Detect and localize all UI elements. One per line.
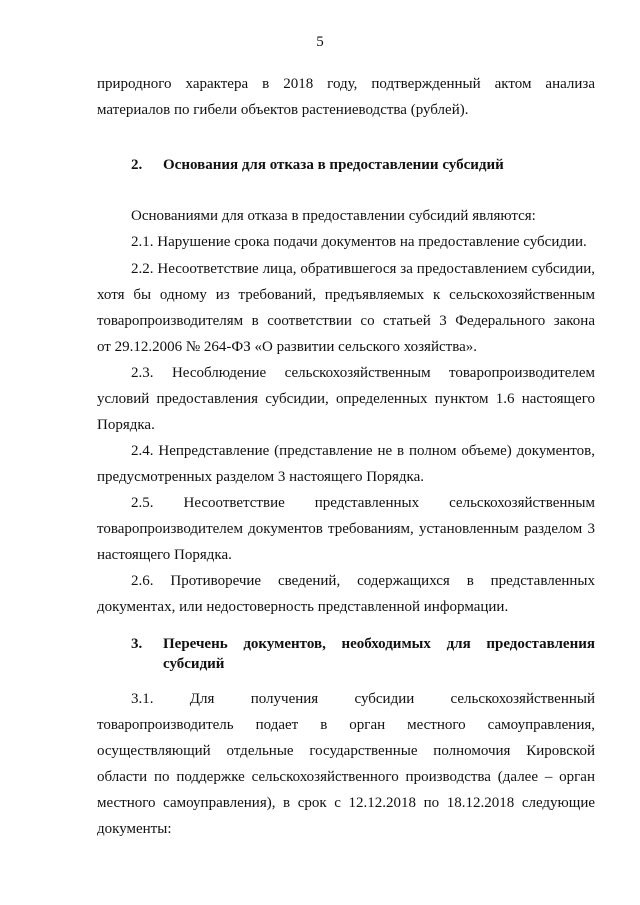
para-2-2-line-4: от 29.12.2006 № 264-ФЗ «О развитии сельского хозяйства». — [97, 339, 477, 355]
section-2-number: 2. — [131, 157, 143, 173]
section-2-lead: Основаниями для отказа в предоставлении субсидий являются: — [131, 208, 536, 224]
page-number: 5 — [316, 34, 324, 50]
para-2-6-line-1: 2.6. Противоречие сведений, содержащихся в представленных — [131, 573, 595, 589]
section-2-title: Основания для отказа в предоставлении субсидий — [163, 157, 504, 173]
intro-line-1: природного характера в 2018 году, подтвержденный актом анализа — [97, 76, 595, 92]
para-2-3-line-2: условий предоставления субсидии, определенных пунктом 1.6 настоящего — [97, 391, 595, 407]
section-3-title-line-1: Перечень документов, необходимых для предоставления — [163, 636, 595, 652]
section-3-number: 3. — [131, 636, 143, 652]
para-2-1: 2.1. Нарушение срока подачи документов на предоставление субсидии. — [131, 234, 587, 250]
para-2-2-line-1: 2.2. Несоответствие лица, обратившегося за предоставлением субсидии, — [131, 261, 595, 277]
para-3-1-line-2: товаропроизводитель подает в орган местного самоуправления, — [97, 717, 595, 733]
para-2-6-line-2: документах, или недостоверность представленной информации. — [97, 599, 509, 615]
para-2-4-line-1: 2.4. Непредставление (представление не в полном объеме) документов, — [131, 443, 595, 459]
para-2-3-line-3: Порядка. — [97, 417, 155, 433]
section-3-title-line-2: субсидий — [163, 656, 225, 672]
para-2-2-line-3: товаропроизводителям в соответствии со статьей 3 Федерального закона — [97, 313, 595, 329]
para-3-1-line-6: документы: — [97, 821, 172, 837]
para-3-1-line-1: 3.1. Для получения субсидии сельскохозяйственный — [131, 691, 595, 707]
para-2-2-line-2: хотя бы одному из требований, предъявляемых к сельскохозяйственным — [97, 287, 595, 303]
para-2-5-line-3: настоящего Порядка. — [97, 547, 232, 563]
para-2-5-line-1: 2.5. Несоответствие представленных сельскохозяйственным — [131, 495, 595, 511]
para-2-4-line-2: предусмотренных разделом 3 настоящего Порядка. — [97, 469, 425, 485]
para-3-1-line-4: области по поддержке сельскохозяйственного производства (далее – орган — [97, 769, 595, 785]
para-2-5-line-2: товаропроизводителем документов требованиям, установленным разделом 3 — [97, 521, 595, 537]
para-3-1-line-3: осуществляющий отдельные государственные полномочия Кировской — [97, 743, 595, 759]
intro-line-2: материалов по гибели объектов растениеводства (рублей). — [97, 102, 469, 118]
para-3-1-line-5: местного самоуправления), в срок с 12.12.2018 по 18.12.2018 следующие — [97, 795, 595, 811]
para-2-3-line-1: 2.3. Несоблюдение сельскохозяйственным товаропроизводителем — [131, 365, 595, 381]
